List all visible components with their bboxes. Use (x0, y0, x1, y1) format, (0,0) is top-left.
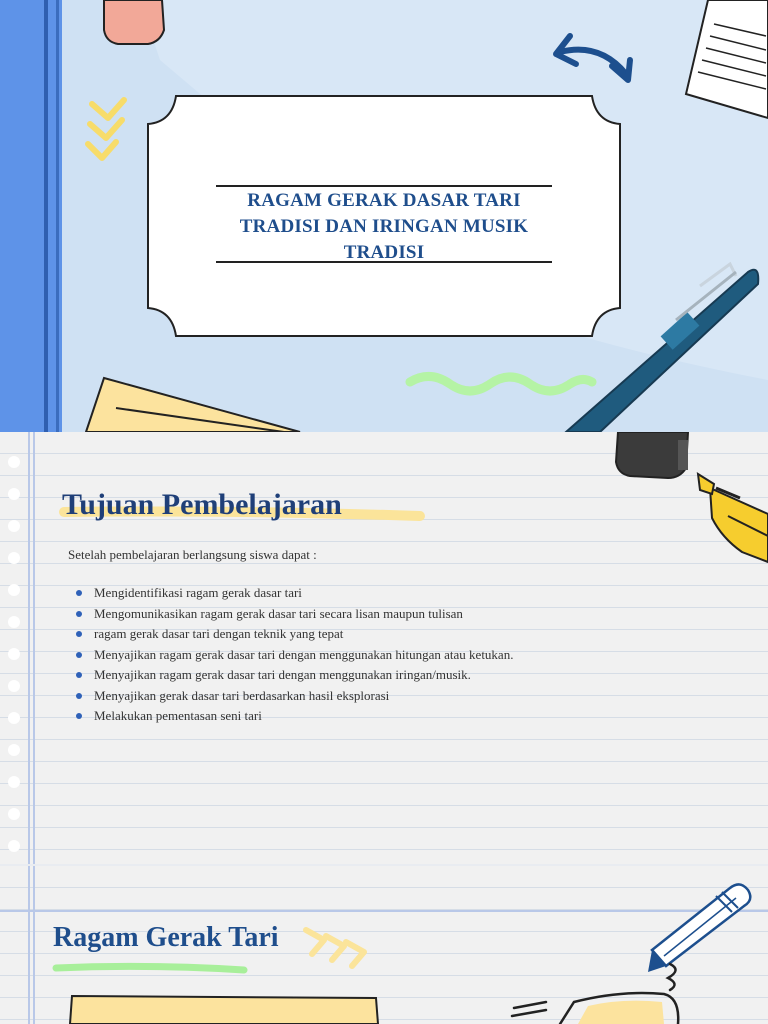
list-item: Melakukan pementasan seni tari (76, 706, 513, 727)
highlighter-icon (698, 474, 768, 562)
chevron-decoration-icon (88, 100, 124, 158)
bullet-icon (76, 611, 82, 617)
sticky-note-icon (86, 378, 300, 432)
chevron-decoration-icon (306, 930, 364, 966)
presentation-title: RAGAM GERAK DASAR TARI TRADISI DAN IRINGAN MUSIK TRADISI (239, 190, 529, 262)
pencil-icon (648, 884, 750, 972)
objectives-heading: Tujuan Pembelajaran (62, 488, 342, 521)
sticky-note-icon (70, 996, 378, 1024)
binder-holes (8, 456, 20, 852)
objectives-slide (0, 432, 768, 864)
bullet-icon (76, 713, 82, 719)
list-item: Mengomunikasikan ragam gerak dasar tari secara lisan maupun tulisan (76, 604, 513, 625)
ragam-heading: Ragam Gerak Tari (53, 922, 279, 953)
bullet-icon (76, 693, 82, 699)
objectives-list (76, 583, 513, 727)
list-item: Menyajikan ragam gerak dasar tari dengan menggunakan hitungan atau ketukan. (76, 645, 513, 666)
marker-cap-icon (616, 432, 688, 478)
ragam-gerak-slide (0, 866, 768, 1024)
eraser-icon (104, 0, 164, 44)
bullet-icon (76, 590, 82, 596)
heading-highlight (56, 966, 244, 970)
list-item: ragam gerak dasar tari dengan teknik yang tepat (76, 624, 513, 645)
bullet-icon (76, 631, 82, 637)
bullet-icon (76, 652, 82, 658)
notebook-spine (0, 0, 62, 432)
title-slide (0, 0, 768, 432)
list-item: Mengidentifikasi ragam gerak dasar tari (76, 583, 513, 604)
list-item: Menyajikan ragam gerak dasar tari dengan menggunakan iringan/musik. (76, 665, 513, 686)
list-item: Menyajikan gerak dasar tari berdasarkan hasil eksplorasi (76, 686, 513, 707)
bullet-icon (76, 672, 82, 678)
objectives-intro: Setelah pembelajaran berlangsung siswa dapat : (68, 547, 317, 562)
green-squiggle-decoration (410, 376, 592, 391)
